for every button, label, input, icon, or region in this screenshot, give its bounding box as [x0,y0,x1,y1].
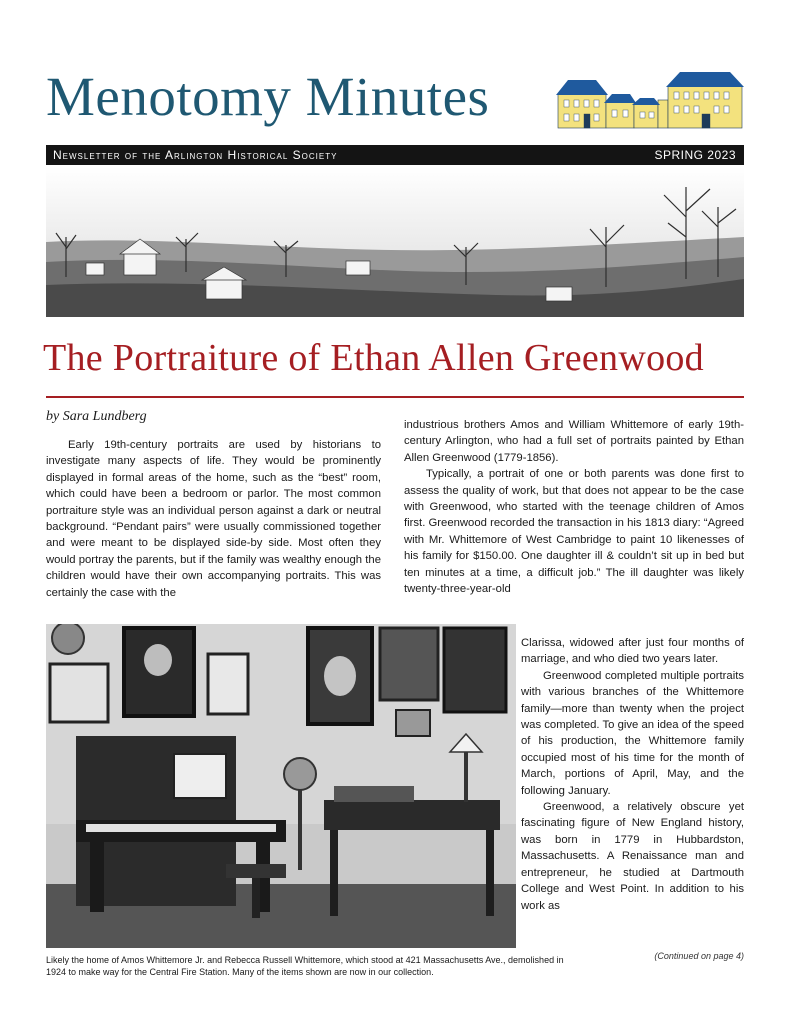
continued-note: (Continued on page 4) [654,951,744,961]
article-headline: The Portraiture of Ethan Allen Greenwood [43,337,704,379]
newsletter-title: Menotomy Minutes [46,66,490,127]
parlor-interior-photo [46,624,516,948]
paragraph: Typically, a portrait of one or both parents was done first to assess the quality of work, but that does not appear to be the case with Greenwood, who started with the teenage children of Amos first. Greenwood recorded the transaction in his 1813 diary: “Agreed with Mr. Whittemore of West Cambridge to paint 10 likenesses of his family for $150.00. One daughter ill & couldn’t sit up in bed but ten minutes at a time, a difficult job.” The ill daughter was likely twenty-three-year-old [404,468,744,596]
masthead-bar [46,145,744,165]
newsletter-subtitle: Newsletter of the Arlington Historical Society [53,148,338,162]
article-byline: by Sara Lundberg [46,409,147,424]
paragraph: Early 19th-century portraits are used by historians to investigate many aspects of life. They would be prominently displayed in formal areas of the home, such as the “best” room, which could have been a bedroom or parlor. The most common portraiture style was an individual person against a dark or neutral background. “Pendant pairs” were usually commissioned together and were meant to be displayed side-by side. Most often they would portray the parents, but if the family was wealthy enough the children would have their own accompanying portraits. This was certainly the case with the [46,439,381,599]
paragraph: Greenwood completed multiple portraits with various branches of the Whittemore family—more than twenty when the project was completed. To give an idea of the speed of his production, the Whittemore family occupied most of his time for the month of March, portions of April, May, and the following January. [521,669,744,797]
column-two [404,417,744,597]
paragraph: Greenwood, a relatively obscure yet fascinating figure of New England history, was born in 1779 in Hubbardston, Massachusetts. A Renaissance man and entrepreneur, he studied at Dartmouth College and West Point. In addition to his work as [521,801,744,912]
column-three [521,635,744,914]
paragraph: Clarissa, widowed after just four months of marriage, and who died two years later. [521,637,744,666]
column-one [46,437,381,601]
issue-date: SPRING 2023 [654,148,736,162]
houses-logo-icon [556,70,744,130]
headline-rule [46,396,744,398]
photo-caption: Likely the home of Amos Whittemore Jr. and Rebecca Russell Whittemore, which stood at 421 Massachusetts Ave., demolished in 1924 to make way for the Central Fire Station. Many of the items shown are now in our collection. [46,955,564,977]
paragraph: industrious brothers Amos and William Whittemore of early 19th-century Arlington, who had a full set of portraits painted by Ethan Allen Greenwood (1779-1856). [404,419,744,464]
historic-town-panorama-photo [46,167,744,317]
